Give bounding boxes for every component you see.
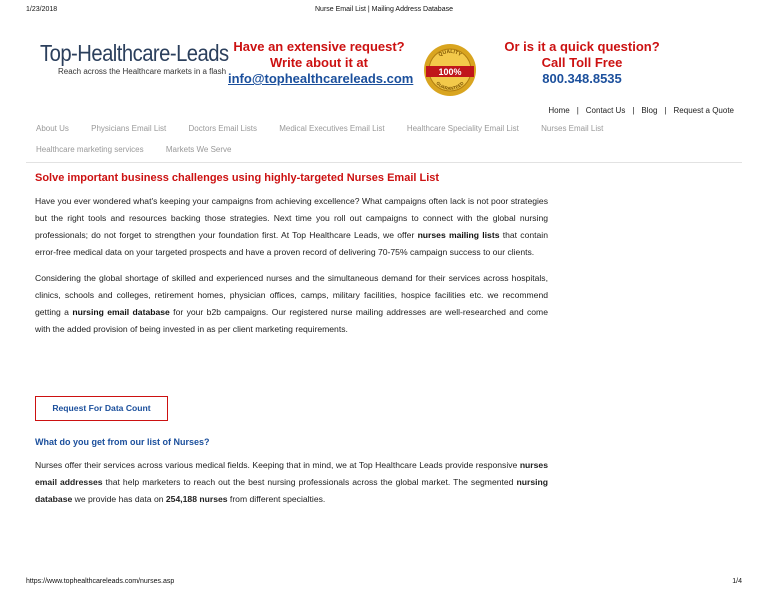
- promo-call-block: [498, 39, 666, 87]
- nav-markets-we-serve[interactable]: Markets We Serve: [165, 145, 232, 154]
- topnav-contact-link[interactable]: Contact Us: [585, 106, 626, 115]
- main-nav-row-1: [36, 124, 623, 133]
- section-subheading: What do you get from our list of Nurses?: [35, 437, 210, 447]
- keyword-nurses-email-addresses: nurses email addresses: [35, 460, 548, 487]
- keyword-nurse-count: 254,188 nurses: [165, 494, 228, 504]
- badge-percent-text: 100%: [438, 67, 462, 77]
- promo-call-headline: Or is it a quick question?: [504, 39, 660, 54]
- article-paragraph-1: Have you ever wondered what's keeping your campaigns from achieving excellence? What campaigns often lack is not poor strategies but the right tools and resources backing those strategies. Next time you roll out campaigns to connect with the global nursing professionals; do not forget to strengthen your foundation first. At Top Healthcare Leads, we offer nurses mailing lists that contain error-free medical data on your targeted prospects and have a proven record of delivering 70-75% campaign success to our clients.: [35, 196, 548, 257]
- nav-healthcare-marketing-services[interactable]: Healthcare marketing services: [36, 145, 144, 154]
- nav-medical-executives-email-list[interactable]: Medical Executives Email List: [279, 124, 385, 133]
- quality-guarantee-badge-icon: [422, 42, 478, 98]
- article-paragraph-3: Nurses offer their services across various medical fields. Keeping that in mind, we at Top Healthcare Leads provide responsive nurses email addresses that help marketers to reach out the best nursing professionals across the global market. The segmented nursing database we provide has data on 254,188 nurses from different specialties.: [35, 460, 548, 504]
- nav-healthcare-speciality-email-list[interactable]: Healthcare Speciality Email List: [406, 124, 519, 133]
- keyword-nursing-email-database: nursing email database: [72, 307, 170, 317]
- nav-doctors-email-lists[interactable]: Doctors Email Lists: [188, 124, 257, 133]
- print-footer-url: https://www.tophealthcareleads.com/nurses.asp: [26, 578, 175, 585]
- promo-call-subline: Call Toll Free: [541, 55, 623, 70]
- request-data-count-button[interactable]: Request For Data Count: [35, 396, 168, 421]
- badge-arc-bottom-text: GUARANTEED: [435, 80, 465, 92]
- article-paragraph-2: Considering the global shortage of skilled and experienced nurses and the simultaneous demand for their services across hospitals, clinics, schools and colleges, retirement homes, physician offices, camps, military facilities, hospice facilities etc. we recommend getting a nursing email database for your b2b campaigns. Our registered nurse mailing addresses are well-researched and come with the added provision of being invested in as per client marketing requirements.: [35, 273, 548, 334]
- keyword-nursing-database: nursing database: [35, 477, 548, 504]
- nav-about-us[interactable]: About Us: [36, 124, 69, 133]
- topnav-separator: |: [576, 106, 579, 115]
- main-navigation: [26, 120, 742, 163]
- print-header: [26, 6, 742, 16]
- topnav-separator: |: [632, 106, 635, 115]
- site-logo[interactable]: [40, 42, 230, 76]
- promo-email-link[interactable]: info@tophealthcareleads.com: [228, 71, 414, 86]
- top-utility-nav: [548, 106, 734, 115]
- print-page-number: 1/4: [732, 578, 742, 585]
- promo-phone-number[interactable]: 800.348.8535: [542, 71, 622, 86]
- keyword-nurses-mailing-lists: nurses mailing lists: [417, 230, 500, 240]
- nurses-list-section: [35, 437, 548, 508]
- print-date: 1/23/2018: [26, 6, 58, 13]
- topnav-request-quote-link[interactable]: Request a Quote: [673, 106, 734, 115]
- article-heading: Solve important business challenges using highly-targeted Nurses Email List: [35, 172, 440, 184]
- badge-arc-top-text: QUALITY: [437, 48, 463, 59]
- promo-write-subline: Write about it at: [270, 55, 368, 70]
- logo-wordmark: Top-Healthcare-Leads: [40, 40, 229, 66]
- topnav-separator: |: [664, 106, 667, 115]
- print-footer: [26, 578, 742, 588]
- nav-physicians-email-list[interactable]: Physicians Email List: [91, 124, 167, 133]
- main-nav-row-2: [36, 145, 252, 154]
- promo-write-block: [228, 39, 414, 87]
- promo-write-headline: Have an extensive request?: [233, 39, 405, 54]
- topnav-home-link[interactable]: Home: [548, 106, 570, 115]
- topnav-blog-link[interactable]: Blog: [641, 106, 658, 115]
- article-content: [35, 172, 548, 347]
- nav-nurses-email-list[interactable]: Nurses Email List: [541, 124, 604, 133]
- logo-tagline: Reach across the Healthcare markets in a flash: [58, 67, 227, 76]
- print-page-title: Nurse Email List | Mailing Address Database: [315, 6, 453, 13]
